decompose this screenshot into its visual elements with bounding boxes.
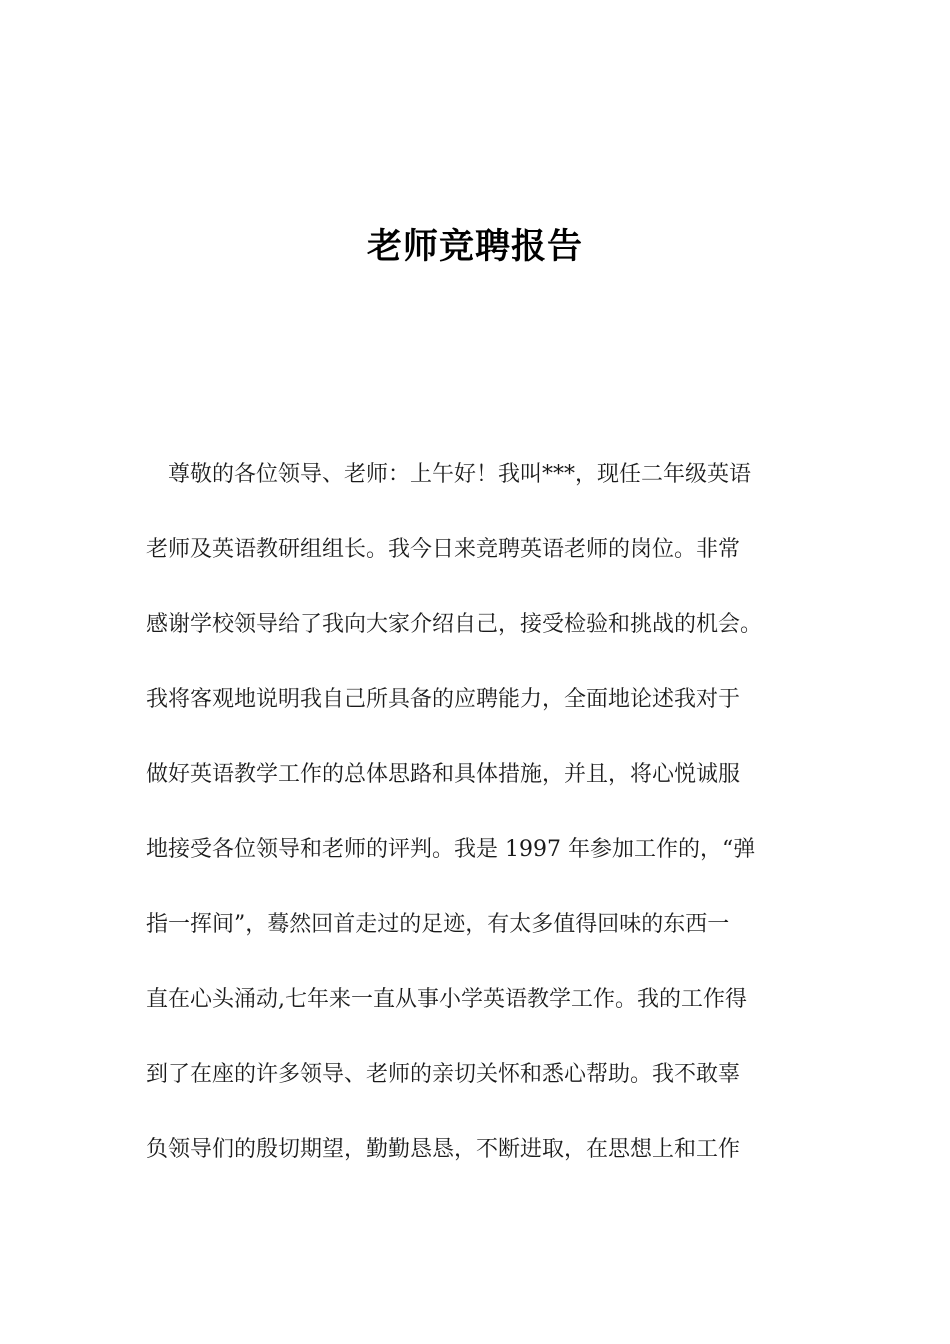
body-line: 指一挥间”，蓦然回首走过的足迹，有太多值得回味的东西一 — [146, 912, 730, 937]
document-title: 老师竞聘报告 — [366, 227, 583, 267]
body-line: 尊敬的各位领导、老师：上午好！我叫***，现任二年级英语 — [168, 462, 752, 487]
document-body — [146, 450, 810, 1200]
body-line: 到了在座的许多领导、老师的亲切关怀和悉心帮助。我不敢辜 — [146, 1062, 741, 1087]
body-line: 做好英语教学工作的总体思路和具体措施，并且，将心悦诚服 — [146, 762, 741, 787]
body-line: 老师及英语教研组组长。我今日来竞聘英语老师的岗位。非常 — [146, 537, 741, 562]
body-line: 直在心头涌动,七年来一直从事小学英语教学工作。我的工作得 — [146, 987, 747, 1012]
body-line: 我将客观地说明我自己所具备的应聘能力，全面地论述我对于 — [146, 687, 741, 712]
body-line: 负领导们的殷切期望，勤勤恳恳，不断进取，在思想上和工作 — [146, 1137, 741, 1162]
body-line: 地接受各位领导和老师的评判。我是 1997 年参加工作的，“弹 — [146, 837, 756, 862]
body-line: 感谢学校领导给了我向大家介绍自己，接受检验和挑战的机会。 — [146, 612, 763, 637]
